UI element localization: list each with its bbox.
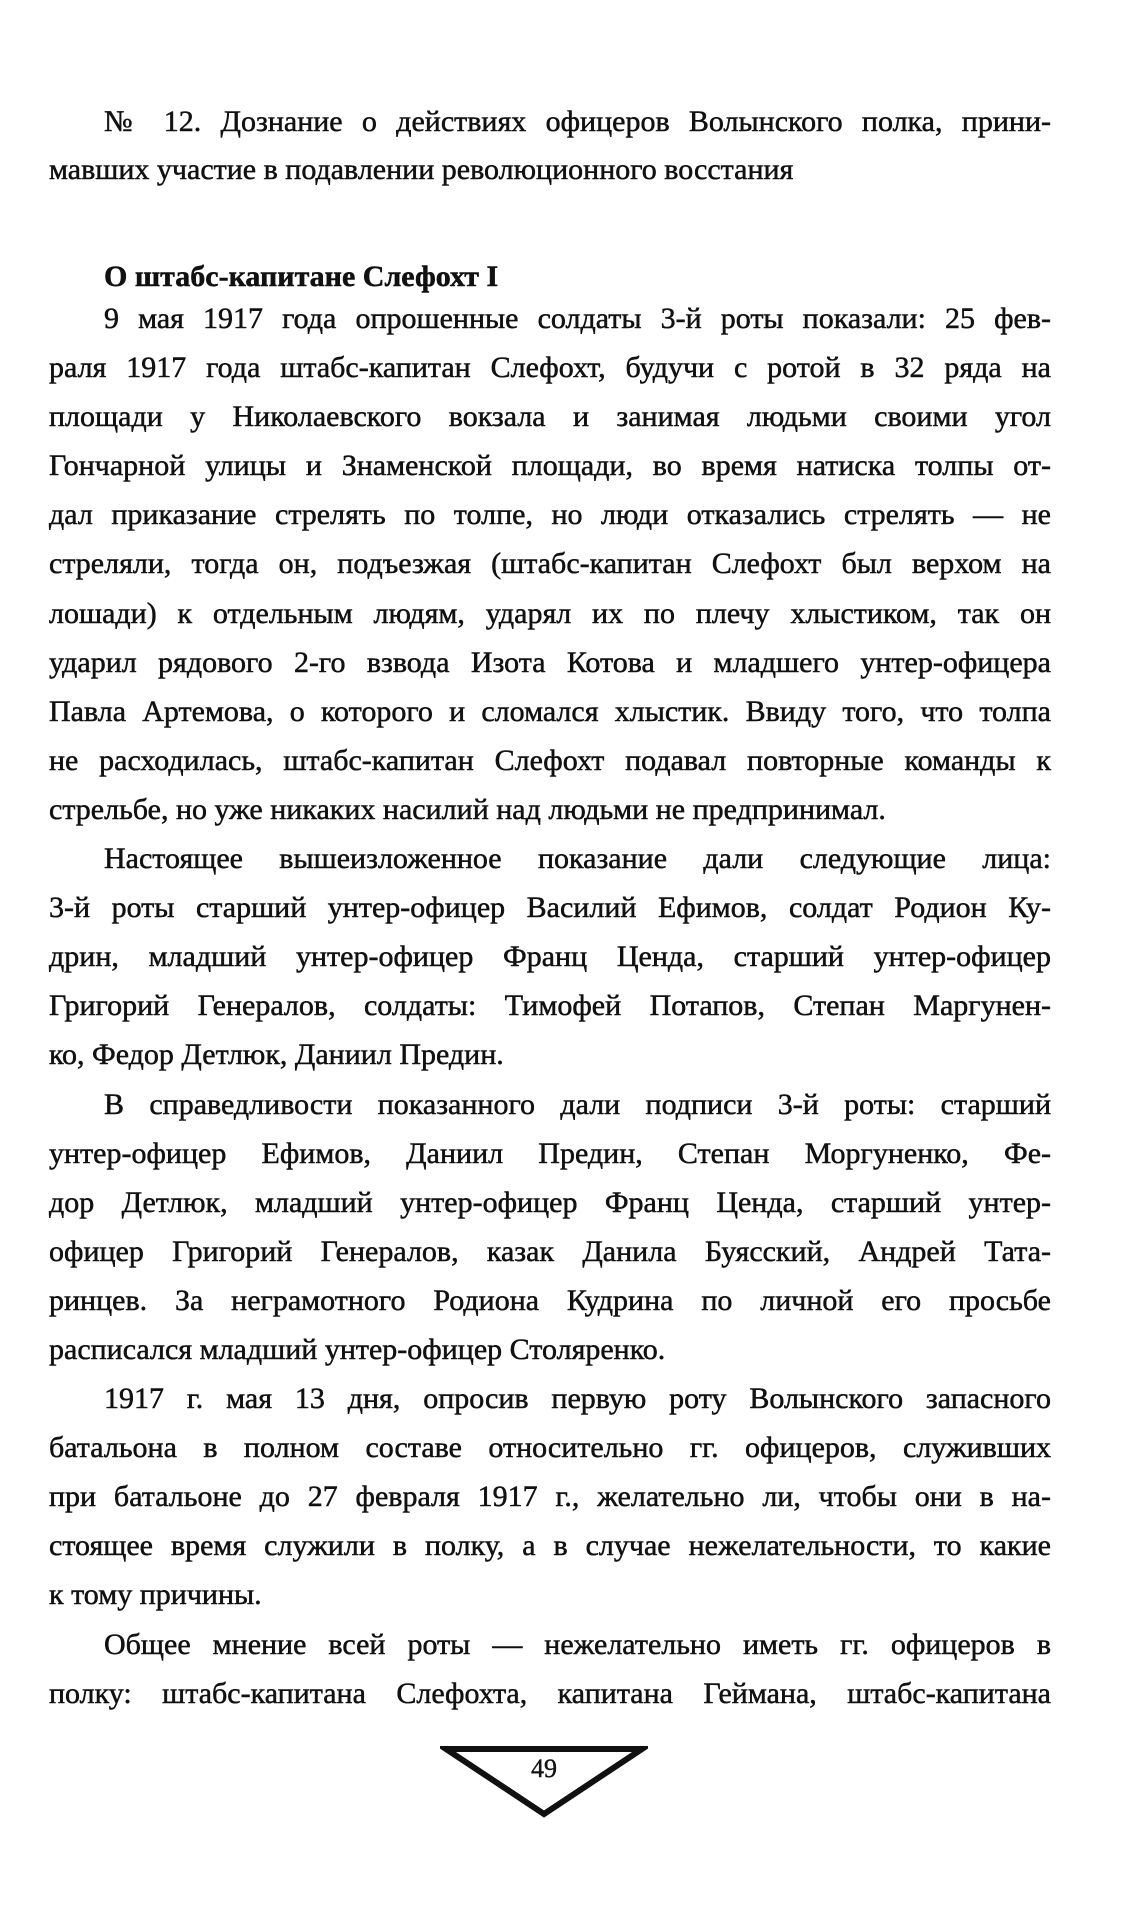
text-line: 1917 г. мая 13 дня, опросив первую роту Волынского запасного	[104, 1382, 1051, 1416]
text-line: дрин, младший унтер-офицер Франц Ценда, старший унтер-офицер	[49, 940, 1051, 974]
text-line: Общее мнение всей роты — нежелательно иметь гг. офицеров в	[104, 1627, 1051, 1661]
paragraph	[49, 1080, 1051, 1375]
text-line: полку: штабс-капитана Слефохта, капитана Геймана, штабс-капитана	[49, 1676, 1051, 1710]
text-line: не расходилась, штабс-капитан Слефохт подавал повторные команды к	[49, 743, 1051, 777]
text-line: при батальоне до 27 февраля 1917 г., желательно ли, чтобы они в на-	[49, 1480, 1051, 1514]
text-line: к тому причины.	[49, 1578, 262, 1612]
paragraph	[49, 834, 1051, 1079]
text-line: ринцев. За неграмотного Родиона Кудрина по личной его просьбе	[49, 1283, 1051, 1317]
text-line: раля 1917 года штабс-капитан Слефохт, будучи с ротой в 32 ряда на	[49, 351, 1051, 385]
text-line: Павла Артемова, о которого и сломался хлыстик. Ввиду того, что толпа	[49, 694, 1051, 728]
text-line: стреляли, тогда он, подъезжая (штабс-капитан Слефохт был верхом на	[49, 547, 1051, 581]
text-line: Гончарной улицы и Знаменской площади, во время натиска толпы от-	[49, 449, 1051, 483]
paragraph	[49, 1374, 1051, 1619]
title-line: № 12. Дознание о действиях офицеров Волынского полка, прини-	[104, 105, 1051, 138]
text-line: лошади) к отдельным людям, ударял их по плечу хлыстиком, так он	[49, 596, 1051, 630]
body-text	[49, 294, 1051, 1718]
text-line: 3-й роты старший унтер-офицер Василий Ефимов, солдат Родион Ку-	[49, 891, 1051, 925]
text-line: дор Детлюк, младший унтер-офицер Франц Ценда, старший унтер-	[49, 1185, 1051, 1219]
text-line: унтер-офицер Ефимов, Даниил Предин, Степан Моргуненко, Фе-	[49, 1136, 1051, 1170]
text-line: В справедливости показанного дали подписи 3-й роты: старший	[104, 1087, 1051, 1121]
text-line: Григорий Генералов, солдаты: Тимофей Потапов, Степан Маргунен-	[49, 989, 1051, 1023]
text-line: 9 мая 1917 года опрошенные солдаты 3-й роты показали: 25 фев-	[104, 302, 1051, 335]
text-line: офицер Григорий Генералов, казак Данила Буясский, Андрей Тата-	[49, 1234, 1051, 1268]
text-line: ко, Федор Детлюк, Даниил Предин.	[49, 1038, 504, 1072]
title-line: мавших участие в подавлении революционного восстания	[49, 153, 794, 186]
text-line: площади у Николаевского вокзала и занимая людьми своими угол	[49, 400, 1051, 434]
page-number: 49	[531, 1754, 557, 1783]
page-number-marker	[440, 1744, 648, 1820]
text-line: расписался младший унтер-офицер Столяренко.	[49, 1332, 666, 1366]
text-line: дал приказание стрелять по толпе, но люди отказались стрелять — не	[49, 498, 1051, 532]
paragraph	[49, 1620, 1051, 1718]
paragraph	[49, 294, 1051, 834]
document-title	[49, 98, 1051, 194]
section-heading-text: О штабс-капитане Слефохт I	[104, 260, 499, 293]
text-line: стоящее время служили в полку, а в случае нежелательности, то какие	[49, 1529, 1051, 1563]
text-line: стрельбе, но уже никаких насилий над людьми не предпринимал.	[49, 792, 886, 826]
text-line: батальона в полном составе относительно гг. офицеров, служивших	[49, 1431, 1051, 1465]
text-line: Настоящее вышеизложенное показание дали следующие лица:	[104, 842, 1051, 876]
text-line: ударил рядового 2-го взвода Изота Котова и младшего унтер-офицера	[49, 645, 1051, 679]
